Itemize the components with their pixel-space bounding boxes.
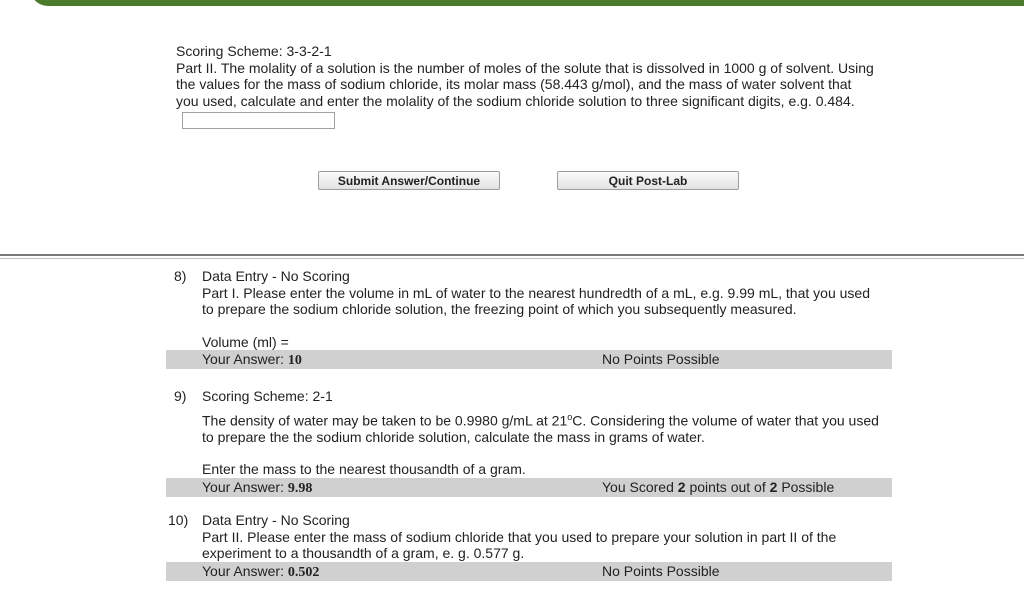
answer-value: 9.98 <box>287 480 313 496</box>
header-bar <box>30 0 1024 6</box>
answer-label: Your Answer: <box>202 562 284 579</box>
question-text-part1: The density of water may be taken to be 0.9980 g/mL at 21 <box>202 412 568 429</box>
your-answer <box>202 478 312 498</box>
your-answer <box>202 350 302 370</box>
question-text-part2: C. Considering the volume of water that you used to prepare the the sodium chloride solution, calculate the mass in grams of water. <box>202 412 879 445</box>
score-points: 2 <box>677 478 686 495</box>
question-text <box>202 409 882 446</box>
score-text: No Points Possible <box>602 351 720 367</box>
your-answer <box>202 562 319 582</box>
question-number: 8) <box>174 268 187 284</box>
question-prompt: Enter the mass to the nearest thousandth of a gram. <box>202 461 526 478</box>
question-heading: Scoring Scheme: 2-1 <box>202 388 333 404</box>
answer-label: Your Answer: <box>202 478 284 495</box>
question-number: 10) <box>168 512 189 528</box>
question-heading: Data Entry - No Scoring <box>202 268 350 284</box>
answer-row <box>166 562 892 581</box>
scoring-scheme: Scoring Scheme: 3-3-2-1 <box>176 43 332 59</box>
score-possible: 2 <box>769 478 778 495</box>
answer-value: 10 <box>287 353 302 368</box>
question-heading: Data Entry - No Scoring <box>202 512 350 528</box>
question-body <box>202 512 882 562</box>
question-text <box>176 60 876 130</box>
question-8 <box>166 268 892 369</box>
score-text <box>602 478 834 497</box>
molality-answer-input[interactable] <box>182 112 335 129</box>
quit-post-lab-button[interactable]: Quit Post-Lab <box>557 171 739 190</box>
answer-row <box>166 350 892 369</box>
answer-row <box>166 478 892 497</box>
question-text: Part I. Please enter the volume in mL of water to the nearest hundredth of a mL, e.g. 9.99 mL, that you used to prepare the sodium chloride solution, the freezing point of which you subsequently measured. <box>202 284 870 317</box>
score-mid: points out of <box>689 478 766 495</box>
answer-value: 0.502 <box>287 564 320 580</box>
question-number: 9) <box>174 388 187 404</box>
question-prompt: Volume (ml) = <box>202 333 289 350</box>
answer-label: Your Answer: <box>202 351 284 367</box>
submit-answer-button[interactable]: Submit Answer/Continue <box>318 171 500 190</box>
degree-symbol: o <box>567 411 573 422</box>
section-divider-light <box>0 258 1024 259</box>
part2-question <box>176 43 876 129</box>
question-9 <box>166 388 892 497</box>
question-text: Part II. Please enter the mass of sodium chloride that you used to prepare your solution in part II of the experiment to a thousandth of a gram, e. g. 0.577 g. <box>202 528 837 561</box>
score-prefix: You Scored <box>602 478 674 495</box>
question-body <box>202 388 882 478</box>
score-suffix: Possible <box>781 478 835 495</box>
score-text: No Points Possible <box>602 562 720 579</box>
section-divider <box>0 254 1024 256</box>
question-10 <box>166 512 892 581</box>
question-text-body: Part II. The molality of a solution is the number of moles of the solute that is dissolved in 1000 g of solvent. Using the values for the mass of sodium chloride, its molar mass (58.443 g/mol), and the mass of water solvent that you used, calculate and enter the molality of the sodium chloride solution to three significant digits, e.g. 0.484. <box>176 59 874 109</box>
question-body <box>202 268 882 350</box>
